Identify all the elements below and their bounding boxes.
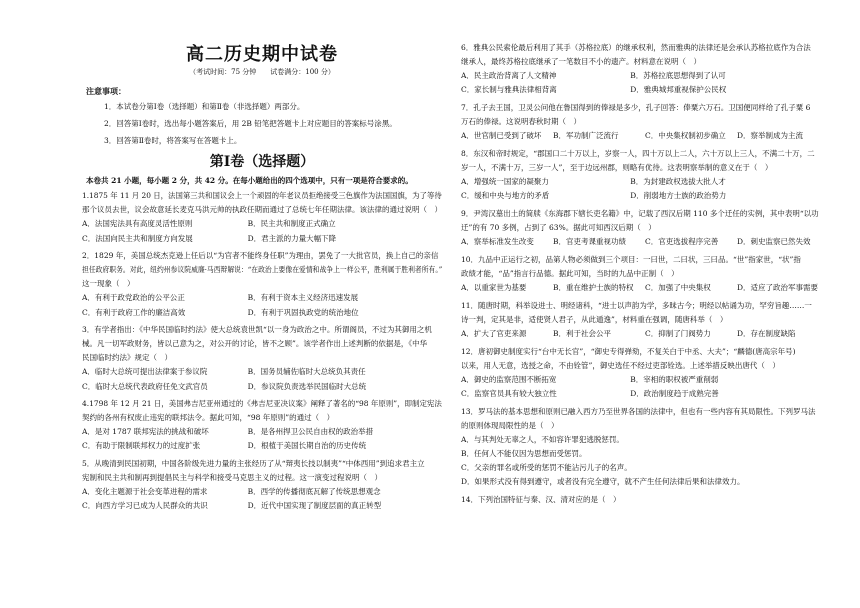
answer-option[interactable]: A．察举标准发生改变 — [461, 237, 534, 246]
question-text: B．任何人不能仅因为思想而受惩罚。 — [461, 449, 587, 458]
question-text: 2．1829 年，美国总统杰克逊上任后以“为官者不能终身任职”为理由，罢免了一大批官员，换上自己的亲信 — [82, 250, 439, 260]
answer-option[interactable]: D．适应了政治军事需要 — [737, 283, 819, 292]
answer-option[interactable]: C．监察官员具有较大独立性 — [461, 389, 557, 398]
answer-option[interactable]: D．存在制度缺陷 — [737, 329, 796, 338]
answer-option[interactable]: C．向西方学习已成为人民群众的共识 — [82, 501, 208, 511]
answer-option[interactable]: C．官吏选拔程序完善 — [645, 237, 719, 246]
answer-option[interactable]: A．民主政治背离了人文精神 — [461, 71, 557, 80]
question-text: 7．孔子去王国，卫灵公问他在鲁国得到的俸禄是多少，孔子回答：俸粟六万石。卫国便同样给了孔子粟 6 — [461, 103, 811, 112]
answer-option[interactable]: B．宰相的职权被严重削弱 — [630, 375, 719, 384]
notes-heading: 注意事项： — [86, 86, 126, 96]
question-text: 政绩才能，“品”指言行品德。据此可知，当时的九品中正制（ ） — [461, 269, 679, 278]
question-text: 万石的俸禄。这说明春秋时期（ ） — [461, 117, 581, 126]
answer-option[interactable]: A．法国宪法具有高度灵活性原则 — [82, 219, 193, 229]
question-text: 岁一人，不满十万，三岁一人”，至于边远州郡，则略有优待。这表明察举制的意义在于（ ） — [461, 163, 773, 172]
answer-option[interactable]: D．参议院负责选举民国临时大总统 — [247, 381, 367, 391]
question-text: 14．下列治国特征与秦、汉、清对应的是（ ） — [461, 495, 621, 504]
question-text: 担任政府职务。对此，纽约州参议院威廉·马西辩解说：“在政治上要像在爱情和战争上一样公平，胜利属于胜利者所有。” — [82, 265, 443, 274]
question-text: 这一现象（ ） — [82, 279, 135, 289]
answer-option[interactable]: A．御史的监察范围不断拓宽 — [461, 375, 557, 384]
question-text: 11．随唐时期，科举设进士、明经诸科，“进士以声韵为学，多昧古今；明经以帖诵为功，罕穷旨趣……一 — [461, 301, 812, 310]
question-text: A．与其判处无辜之人，不如容许罪犯逃脱惩罚。 — [461, 435, 624, 444]
answer-option[interactable]: D．察举制成为主流 — [737, 131, 804, 140]
answer-option[interactable]: B．是各州捍卫公民自由权的政治举措 — [247, 427, 374, 437]
question-text: 10．九品中正运行之初，品第人物必须做到三个项目：一曰世，二曰状，三曰品。“世”指家世，“状”指 — [461, 255, 801, 264]
question-text: 的原则体现局限性的是（ ） — [461, 421, 559, 430]
note-item: 3．回答第Ⅱ卷时，将答案写在答题卡上。 — [104, 136, 242, 145]
question-text: 迁”的有 70 多例，占到了 63%。据此可知西汉后期（ ） — [461, 223, 656, 232]
answer-option[interactable]: A．有利于政党政治的公平公正 — [82, 293, 185, 303]
question-text: 械。凡一切军政财务，皆以己意为之，对公开的讨论，皆不之顾”。该学者作出上述判断的依据是，《中华 — [82, 339, 428, 348]
section-title: 第Ⅰ卷（选择题） — [209, 154, 315, 170]
answer-option[interactable]: D．有利于巩固执政党的统治地位 — [247, 307, 359, 317]
note-item: 1．本试卷分第Ⅰ卷（选择题）和第Ⅱ卷（非选择题）两部分。 — [104, 102, 305, 111]
answer-option[interactable]: B．重在维护士族的特权 — [553, 283, 634, 292]
answer-option[interactable]: B．为封建政权选拔大批人才 — [630, 177, 726, 186]
right-column — [461, 0, 829, 608]
answer-option[interactable]: D．雅典城邦重视保护公民权 — [630, 85, 727, 94]
question-text: 3．有学者指出：《中华民国临时约法》使大总统袁世凯“以一身为政治之中。所谓阁员，不过为其御用之机 — [82, 324, 432, 334]
answer-option[interactable]: B．民主共和制度正式确立 — [247, 219, 336, 229]
note-item: 2．回答第Ⅰ卷时，选出每小题答案后，用 2B 铅笔把答题卡上对应题目的答案标号涂黑。 — [104, 119, 397, 128]
answer-option[interactable]: D．根植于美国长期自治的历史传统 — [247, 441, 367, 451]
answer-option[interactable]: C．缓和中央与地方的矛盾 — [461, 191, 550, 200]
answer-option[interactable]: C．抑制了门阀势力 — [645, 329, 711, 338]
question-text: 6．雅典公民索伦最后利用了其手（苏格拉底）的继承权利，然而雅典的法律还是会承认苏格拉底作为合法 — [461, 43, 811, 52]
answer-option[interactable]: B．国务员辅佐临时大总统负其责任 — [247, 367, 366, 377]
answer-option[interactable]: C．临时大总统代表政府任免文武官员 — [82, 381, 208, 391]
answer-option[interactable]: A．增强统一国家的凝聚力 — [461, 177, 549, 186]
answer-option[interactable]: B．有利于资本主义经济迅速发展 — [247, 293, 359, 303]
question-text: C．父亲的罪名或所受的惩罚不能沾污儿子的名声。 — [461, 463, 632, 472]
answer-option[interactable]: C．加强了中央集权 — [645, 283, 711, 292]
answer-option[interactable]: D．近代中国实现了制度层面的真正转型 — [247, 501, 382, 511]
answer-option[interactable]: A．临时大总统可提出法律案于参议院 — [82, 367, 208, 377]
question-text: 诗一判，定其是非，适使贤人君子，从此遁逸”，材料重在强调，随唐科举（ ） — [461, 315, 728, 324]
answer-option[interactable]: A．是对 1787 联邦宪法的挑战和破坏 — [82, 427, 209, 437]
question-text: 8．东汉和帝时规定，“郡国口二十万以上，岁察一人，四十万以上二人，六十万以上三人，不满二十万，二 — [461, 149, 815, 158]
answer-option[interactable]: C．中央集权制初步确立 — [645, 131, 726, 140]
answer-option[interactable]: C．法国向民主共和制度方向发展 — [82, 233, 193, 243]
question-text: 那个议员去世，议会故意延长麦克马洪元帅的执政任期而通过了总统七年任期法律。该法律的通过说明（ ） — [82, 205, 442, 215]
question-text: 5．从晚清到民国初期，中国各阶级先进力量的主张经历了从“辩夷长技以制夷”“中体西用”到追求君主立 — [82, 458, 425, 468]
answer-option[interactable]: A．扩大了官吏来源 — [461, 329, 527, 338]
question-text: 继承人，最终苏格拉底继承了一笔数目不小的遗产。材料意在说明（ ） — [461, 57, 701, 66]
answer-option[interactable]: C．有助于限制联邦权力的过度扩张 — [82, 441, 201, 451]
question-text: 9．尹湾汉墓出土的简牍《东海郡下辖长吏名籍》中，记载了西汉后期 110 多个迁任的实例，其中表明“以功 — [461, 209, 819, 218]
question-text: 1.1875 年 11 月 20 日，法国第三共和国议会上一个顽固的年老议员拒绝接受三色旗作为法国国旗，为了等待 — [82, 191, 442, 200]
answer-option[interactable]: D．政治制度趋于成熟完善 — [630, 389, 719, 398]
answer-option[interactable]: A．世官制已受到了破坏 — [461, 131, 542, 140]
answer-option[interactable]: D．削弱地方士族的政治势力 — [630, 191, 727, 200]
answer-option[interactable]: D．刺史监察已然失效 — [737, 237, 811, 246]
answer-option[interactable]: B．利于社会公平 — [553, 329, 612, 338]
question-text: 民国临时约法》规定（ ） — [82, 353, 172, 363]
question-text: 12．唐初御史制度实行“台中无长官”，“御史专得弹劾，不复关白于中丞、大夫”；“麟德(唐高宗年号) — [461, 347, 796, 356]
answer-option[interactable]: A．以重家世为基要 — [461, 283, 527, 292]
answer-option[interactable]: B．军功制广泛流行 — [553, 131, 619, 140]
answer-option[interactable]: C．家长制与雅典法律相背离 — [461, 85, 557, 94]
answer-option[interactable]: B．苏格拉底思想得到了认可 — [630, 71, 726, 80]
question-text: D．如果形式没有得到遵守，或者没有完全遵守，就不产生任何法律后果和法律效力。 — [461, 477, 745, 486]
section-description: 本卷共 21 小题，每小题 2 分，共 42 分。在每小题给出的四个选项中，只有一项是符合要求的。 — [86, 176, 413, 185]
question-text: 宪制和民主共和制再到提倡民主与科学和接受马克思主义的过程。这一演变过程说明（ ） — [82, 472, 382, 482]
question-text: 13．罗马法的基本思想和原则已融入西方乃至世界各国的法律中，但也有一些内容有其局限性。下列罗马法 — [461, 407, 816, 416]
page-title: 高二历史期中试卷 — [186, 44, 338, 65]
question-text: 4.1798 年 12 月 21 日，美国弗吉尼亚州通过的《弗吉尼亚决议案》阐释了著名的“98 年原则”，即制定宪法 — [82, 398, 442, 408]
answer-option[interactable]: D．君主派的力量大幅下降 — [247, 233, 337, 243]
answer-option[interactable]: A．变化主题源于社会变革进程的需求 — [82, 487, 208, 496]
answer-option[interactable]: C．有利于政府工作的廉洁高效 — [82, 307, 186, 317]
question-text: 契约的各州有权废止违宪的联邦法令。据此可知，“98 年原则”的通过（ ） — [82, 413, 335, 422]
question-text: 以来，用人无意，选授之命，不由铨管”，御史选任不经过吏部铨选。上述举措反映出唐代（ ） — [461, 361, 780, 370]
exam-info: （考试时间：75 分钟 试卷满分：100 分） — [189, 68, 335, 76]
answer-option[interactable]: B．官吏考课重视功绩 — [553, 237, 627, 246]
answer-option[interactable]: B．西学的传播彻底瓦解了传统思想观念 — [247, 487, 381, 496]
left-column — [82, 0, 442, 608]
